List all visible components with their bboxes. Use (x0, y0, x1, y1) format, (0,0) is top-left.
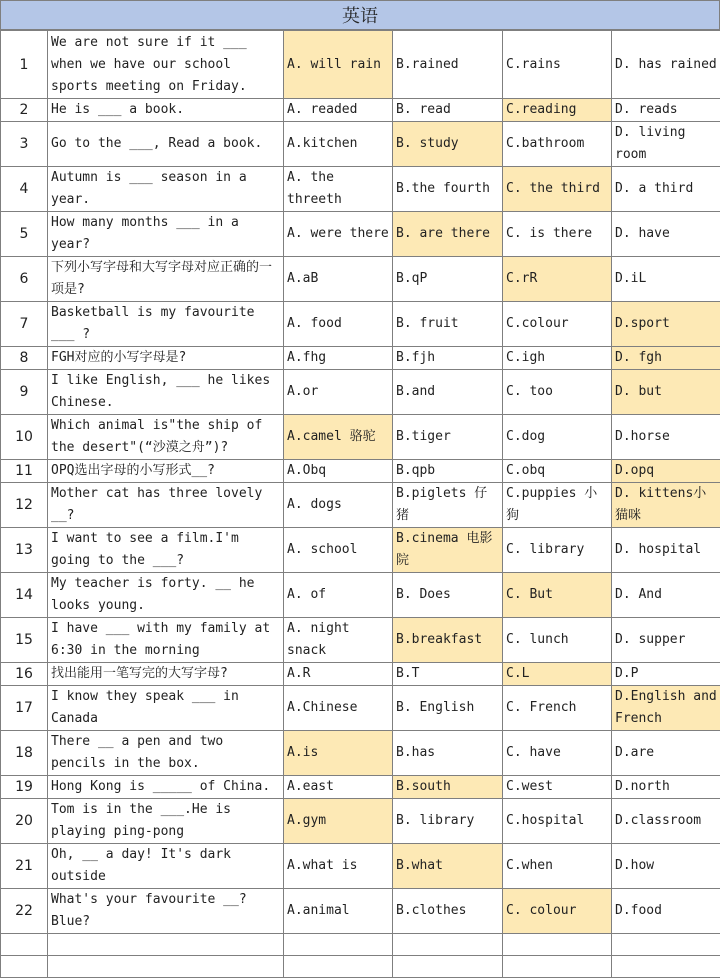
option-b-cell[interactable]: B.cinema 电影院 (393, 528, 503, 573)
option-c-cell[interactable]: C.west (503, 776, 612, 799)
question-cell[interactable]: 下列小写字母和大写字母对应正确的一项是? (48, 257, 284, 302)
option-d-cell[interactable]: D. supper (612, 618, 720, 663)
question-cell[interactable]: Which animal is"the ship of the desert"(“沙漠之舟”)? (48, 415, 284, 460)
question-number-cell[interactable]: 6 (1, 257, 48, 302)
table-row (1, 528, 720, 573)
table-row (1, 167, 720, 212)
option-d-cell[interactable]: D. a third (612, 167, 720, 212)
option-c-cell[interactable]: C.igh (503, 347, 612, 370)
empty-cell[interactable] (393, 956, 503, 978)
option-a-cell[interactable]: A.aB (284, 257, 393, 302)
question-cell[interactable]: There __ a pen and two pencils in the box. (48, 731, 284, 776)
question-number-cell[interactable]: 5 (1, 212, 48, 257)
option-c-cell[interactable]: C. library (503, 528, 612, 573)
option-b-cell[interactable]: B.tiger (393, 415, 503, 460)
table-row (1, 731, 720, 776)
option-a-cell[interactable]: A. school (284, 528, 393, 573)
option-b-cell[interactable]: B.fjh (393, 347, 503, 370)
empty-cell[interactable] (284, 956, 393, 978)
empty-cell[interactable] (503, 934, 612, 956)
table-row (1, 302, 720, 347)
question-cell[interactable]: Autumn is ___ season in a year. (48, 167, 284, 212)
empty-cell[interactable] (1, 934, 48, 956)
question-cell[interactable]: Oh, __ a day! It's dark outside (48, 844, 284, 889)
question-cell[interactable]: Go to the ___, Read a book. (48, 122, 284, 167)
option-b-cell[interactable]: B. fruit (393, 302, 503, 347)
option-d-cell[interactable]: D.north (612, 776, 720, 799)
option-a-cell[interactable]: A.Obq (284, 460, 393, 483)
option-a-cell[interactable]: A.Chinese (284, 686, 393, 731)
option-c-cell[interactable]: C.L (503, 663, 612, 686)
table-row (1, 347, 720, 370)
option-a-cell[interactable]: A.east (284, 776, 393, 799)
option-c-cell[interactable]: C. lunch (503, 618, 612, 663)
question-number-cell[interactable]: 3 (1, 122, 48, 167)
table-row (1, 573, 720, 618)
table-row (1, 889, 720, 934)
option-a-cell[interactable]: A. dogs (284, 483, 393, 528)
option-a-cell[interactable]: A.camel 骆驼 (284, 415, 393, 460)
table-row (1, 776, 720, 799)
option-c-cell[interactable]: C. French (503, 686, 612, 731)
question-number-cell[interactable]: 7 (1, 302, 48, 347)
sheet-title-text: 英语 (342, 2, 378, 28)
option-c-cell[interactable]: C.when (503, 844, 612, 889)
quiz-table-body (1, 31, 720, 978)
option-d-cell[interactable]: D.horse (612, 415, 720, 460)
quiz-table (0, 30, 720, 978)
question-number-cell[interactable]: 19 (1, 776, 48, 799)
option-d-cell[interactable]: D. And (612, 573, 720, 618)
option-a-cell[interactable]: A.kitchen (284, 122, 393, 167)
option-d-cell[interactable]: D. hospital (612, 528, 720, 573)
option-a-cell[interactable]: A. will rain (284, 31, 393, 99)
option-b-cell[interactable]: B.has (393, 731, 503, 776)
option-b-cell[interactable]: B.the fourth (393, 167, 503, 212)
table-row (1, 99, 720, 122)
option-a-cell[interactable]: A.animal (284, 889, 393, 934)
question-cell[interactable]: I like English, ___ he likes Chinese. (48, 370, 284, 415)
option-a-cell[interactable]: A. readed (284, 99, 393, 122)
question-number-cell[interactable]: 10 (1, 415, 48, 460)
question-cell[interactable]: I know they speak ___ in Canada (48, 686, 284, 731)
question-cell[interactable]: Basketball is my favourite ___ ? (48, 302, 284, 347)
option-c-cell[interactable]: C. But (503, 573, 612, 618)
question-number-cell[interactable]: 4 (1, 167, 48, 212)
option-c-cell[interactable]: C. the third (503, 167, 612, 212)
option-d-cell[interactable]: D.P (612, 663, 720, 686)
option-b-cell[interactable]: B.rained (393, 31, 503, 99)
option-c-cell[interactable]: C.colour (503, 302, 612, 347)
option-a-cell[interactable]: A. night snack (284, 618, 393, 663)
option-b-cell[interactable]: B.what (393, 844, 503, 889)
table-row (1, 618, 720, 663)
option-a-cell[interactable]: A. were there (284, 212, 393, 257)
question-cell[interactable]: We are not sure if it ___ when we have our school sports meeting on Friday. (48, 31, 284, 99)
question-number-cell[interactable]: 2 (1, 99, 48, 122)
option-d-cell[interactable]: D. reads (612, 99, 720, 122)
option-b-cell[interactable]: B. English (393, 686, 503, 731)
empty-cell[interactable] (48, 956, 284, 978)
question-cell[interactable]: Tom is in the ___.He is playing ping-pong (48, 799, 284, 844)
option-b-cell[interactable]: B.clothes (393, 889, 503, 934)
table-row (1, 31, 720, 99)
option-b-cell[interactable]: B.piglets 仔猪 (393, 483, 503, 528)
option-a-cell[interactable]: A.R (284, 663, 393, 686)
question-cell[interactable]: He is ___ a book. (48, 99, 284, 122)
option-d-cell[interactable]: D.opq (612, 460, 720, 483)
question-cell[interactable]: My teacher is forty. __ he looks young. (48, 573, 284, 618)
question-number-cell[interactable]: 12 (1, 483, 48, 528)
option-d-cell[interactable]: D.how (612, 844, 720, 889)
option-d-cell[interactable]: D.sport (612, 302, 720, 347)
option-d-cell[interactable]: D.food (612, 889, 720, 934)
option-b-cell[interactable]: B. study (393, 122, 503, 167)
question-number-cell[interactable]: 18 (1, 731, 48, 776)
sheet-title (0, 0, 720, 30)
question-number-cell[interactable]: 1 (1, 31, 48, 99)
option-d-cell[interactable]: D.are (612, 731, 720, 776)
option-a-cell[interactable]: A. the threeth (284, 167, 393, 212)
question-number-cell[interactable]: 15 (1, 618, 48, 663)
option-c-cell[interactable]: C.dog (503, 415, 612, 460)
option-d-cell[interactable]: D. have (612, 212, 720, 257)
question-number-cell[interactable]: 9 (1, 370, 48, 415)
empty-row (1, 934, 720, 956)
option-b-cell[interactable]: B.qP (393, 257, 503, 302)
question-number-cell[interactable]: 13 (1, 528, 48, 573)
option-c-cell[interactable]: C. have (503, 731, 612, 776)
table-row (1, 122, 720, 167)
question-cell[interactable]: Mother cat has three lovely __? (48, 483, 284, 528)
table-row (1, 483, 720, 528)
option-c-cell[interactable]: C.bathroom (503, 122, 612, 167)
table-row (1, 844, 720, 889)
option-a-cell[interactable]: A.gym (284, 799, 393, 844)
empty-cell[interactable] (503, 956, 612, 978)
option-a-cell[interactable]: A.is (284, 731, 393, 776)
option-d-cell[interactable]: D.classroom (612, 799, 720, 844)
option-a-cell[interactable]: A. of (284, 573, 393, 618)
option-d-cell[interactable]: D.English and French (612, 686, 720, 731)
option-c-cell[interactable]: C.rR (503, 257, 612, 302)
option-b-cell[interactable]: B. Does (393, 573, 503, 618)
option-a-cell[interactable]: A.or (284, 370, 393, 415)
option-c-cell[interactable]: C.rains (503, 31, 612, 99)
table-row (1, 663, 720, 686)
empty-cell[interactable] (48, 934, 284, 956)
option-d-cell[interactable]: D. living room (612, 122, 720, 167)
question-number-cell[interactable]: 21 (1, 844, 48, 889)
empty-cell[interactable] (612, 934, 720, 956)
table-row (1, 415, 720, 460)
option-b-cell[interactable]: B.south (393, 776, 503, 799)
question-cell[interactable]: I want to see a film.I'm going to the ___? (48, 528, 284, 573)
option-a-cell[interactable]: A.fhg (284, 347, 393, 370)
question-cell[interactable]: How many months ___ in a year? (48, 212, 284, 257)
option-d-cell[interactable]: D. but (612, 370, 720, 415)
option-c-cell[interactable]: C.hospital (503, 799, 612, 844)
empty-cell[interactable] (393, 934, 503, 956)
option-b-cell[interactable]: B. are there (393, 212, 503, 257)
question-cell[interactable]: 找出能用一笔写完的大写字母? (48, 663, 284, 686)
table-row (1, 686, 720, 731)
empty-cell[interactable] (612, 956, 720, 978)
question-cell[interactable]: What's your favourite __? Blue? (48, 889, 284, 934)
option-d-cell[interactable]: D. has rained (612, 31, 720, 99)
option-c-cell[interactable]: C. is there (503, 212, 612, 257)
question-number-cell[interactable]: 20 (1, 799, 48, 844)
option-b-cell[interactable]: B.qpb (393, 460, 503, 483)
option-c-cell[interactable]: C. colour (503, 889, 612, 934)
option-b-cell[interactable]: B.T (393, 663, 503, 686)
question-number-cell[interactable]: 11 (1, 460, 48, 483)
option-c-cell[interactable]: C.obq (503, 460, 612, 483)
option-b-cell[interactable]: B.breakfast (393, 618, 503, 663)
empty-row (1, 956, 720, 978)
question-number-cell[interactable]: 22 (1, 889, 48, 934)
empty-cell[interactable] (284, 934, 393, 956)
table-row (1, 799, 720, 844)
option-a-cell[interactable]: A.what is (284, 844, 393, 889)
empty-cell[interactable] (1, 956, 48, 978)
option-d-cell[interactable]: D. fgh (612, 347, 720, 370)
option-b-cell[interactable]: B. library (393, 799, 503, 844)
option-a-cell[interactable]: A. food (284, 302, 393, 347)
table-row (1, 212, 720, 257)
question-cell[interactable]: OPQ选出字母的小写形式__? (48, 460, 284, 483)
option-c-cell[interactable]: C. too (503, 370, 612, 415)
table-row (1, 460, 720, 483)
option-d-cell[interactable]: D.iL (612, 257, 720, 302)
question-number-cell[interactable]: 8 (1, 347, 48, 370)
option-c-cell[interactable]: C.reading (503, 99, 612, 122)
table-row (1, 257, 720, 302)
question-number-cell[interactable]: 16 (1, 663, 48, 686)
question-cell[interactable]: FGH对应的小写字母是? (48, 347, 284, 370)
option-c-cell[interactable]: C.puppies 小狗 (503, 483, 612, 528)
question-cell[interactable]: I have ___ with my family at 6:30 in the morning (48, 618, 284, 663)
table-row (1, 370, 720, 415)
option-d-cell[interactable]: D. kittens小猫咪 (612, 483, 720, 528)
option-b-cell[interactable]: B. read (393, 99, 503, 122)
question-number-cell[interactable]: 17 (1, 686, 48, 731)
option-b-cell[interactable]: B.and (393, 370, 503, 415)
question-cell[interactable]: Hong Kong is _____ of China. (48, 776, 284, 799)
question-number-cell[interactable]: 14 (1, 573, 48, 618)
